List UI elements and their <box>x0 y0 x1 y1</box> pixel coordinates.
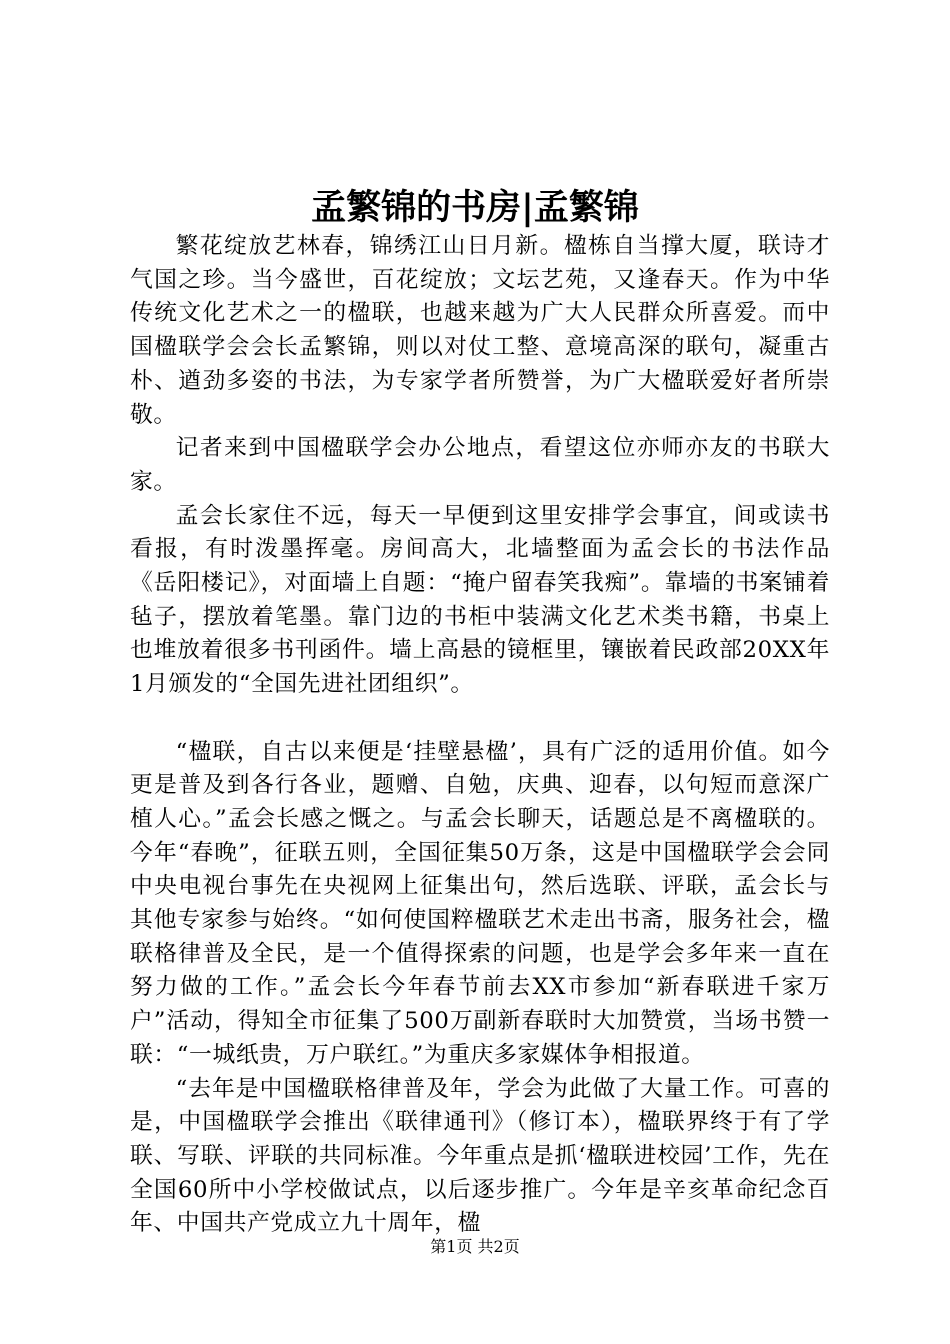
paragraph-4: “楹联，自古以来便是‘挂壁悬楹’，具有广泛的适用价值。如今更是普及到各行各业，题赠、自勉，庆典、迎春，以句短而意深广植人心。”孟会长感之慨之。与孟会长聊天，话题总是不离楹联的。今年“春晚”，征联五则，全国征集50万条，这是中国楹联学会会同中央电视台事先在央视网上征集出句，然后选联、评联，孟会长与其他专家参与始终。“如何使国粹楹联艺术走出书斋，服务社会，楹联格律普及全民，是一个值得探索的问题，也是学会多年来一直在努力做的工作。”孟会长今年春节前去XX市参加“新春联进千家万户”活动，得知全市征集了500万副新春联时大加赞赏，当场书赞一联：“一城纸贵，万户联红。”为重庆多家媒体争相报道。 <box>130 738 830 1068</box>
page-footer: 第1页 共2页 <box>430 1237 520 1256</box>
article-body <box>130 230 830 1241</box>
document-title: 孟繁锦的书房|孟繁锦 <box>311 187 639 228</box>
paragraph-2: 记者来到中国楹联学会办公地点，看望这位亦师亦友的书联大家。 <box>130 435 830 495</box>
paragraph-5: “去年是中国楹联格律普及年，学会为此做了大量工作。可喜的是，中国楹联学会推出《联律通刊》（修订本），楹联界终于有了学联、写联、评联的共同标准。今年重点是抓‘楹联进校园’工作，先在全国60所中小学校做试点，以后逐步推广。今年是辛亥革命纪念百年、中国共产党成立九十周年，楹 <box>130 1075 830 1237</box>
paragraph-1: 繁花绽放艺林春，锦绣江山日月新。楹栋自当撑大厦，联诗才气国之珍。当今盛世，百花绽放；文坛艺苑，又逢春天。作为中华传统文化艺术之一的楹联，也越来越为广大人民群众所喜爱。而中国楹联学会会长孟繁锦，则以对仗工整、意境高深的联句，凝重古朴、遒劲多姿的书法，为专家学者所赞誉，为广大楹联爱好者所崇敬。 <box>130 233 830 428</box>
paragraph-3: 孟会长家住不远，每天一早便到这里安排学会事宜，间或读书看报，有时泼墨挥毫。房间高大，北墙整面为孟会长的书法作品《岳阳楼记》，对面墙上自题：“掩户留春笑我痴”。靠墙的书案铺着毡子，摆放着笔墨。靠门边的书柜中装满文化艺术类书籍，书桌上也堆放着很多书刊函件。墙上高悬的镜框里，镶嵌着民政部20XX年1月颁发的“全国先进社团组织”。 <box>130 502 830 698</box>
